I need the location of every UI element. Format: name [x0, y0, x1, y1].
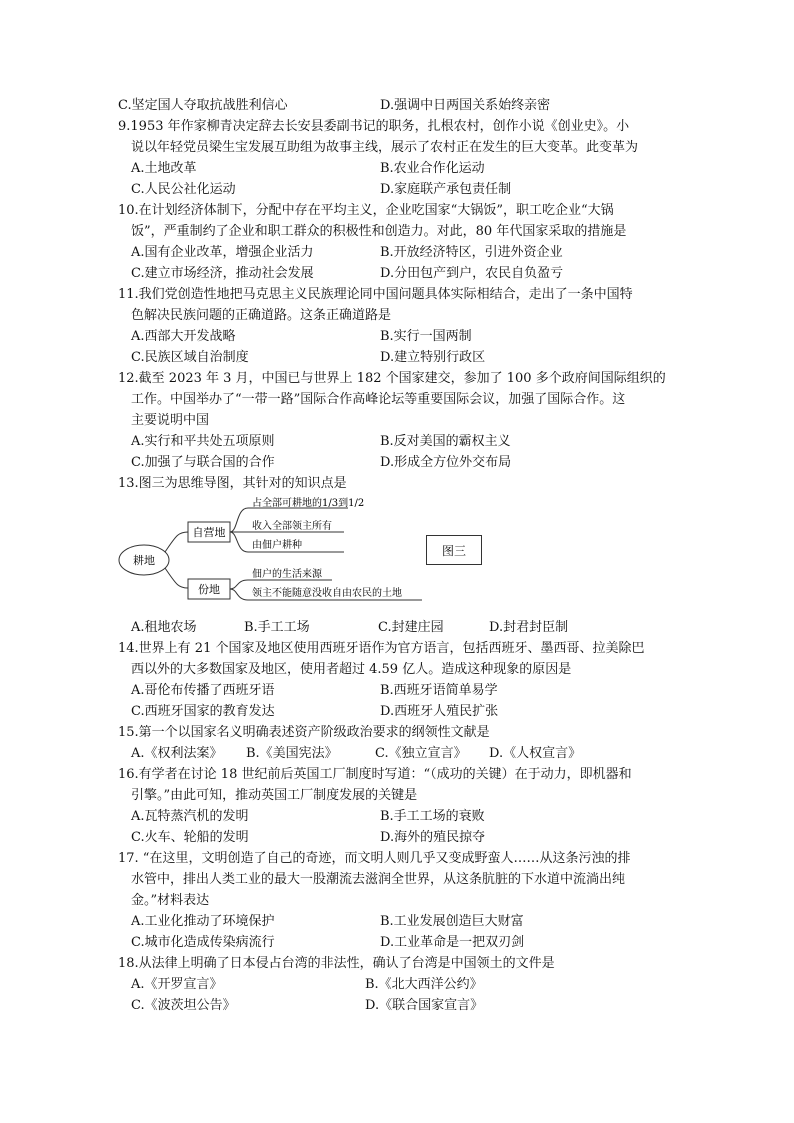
q17-stem-line2: 水管中，排出人类工业的最大一股潮流去滋润全世界，从这条肮脏的下水道中流淌出纯	[131, 872, 626, 887]
q14-stem-line1: 14.世界上有 21 个国家及地区使用西班牙语作为官方语言，包括西班牙、墨西哥、拉美除巴	[118, 641, 645, 656]
q16-option-c: C.火车、轮船的发明	[131, 830, 249, 845]
q8-option-d: D.强调中日两国关系始终亲密	[380, 98, 551, 113]
connector-lower	[165, 568, 188, 588]
q9-stem-line1: 9.1953 年作家柳青决定辞去长安县委副书记的职务，扎根农村，创作小说《创业史》。小	[118, 119, 630, 134]
q16-stem-line1: 16.有学者在讨论 18 世纪前后英国工厂制度时写道：“（成功的关键）在于动力，即机器和	[118, 767, 632, 782]
q15-option-c: C.《独立宣言》	[375, 746, 467, 761]
branch-lower-label: 份地	[198, 583, 220, 596]
q11-option-b: B.实行一国两制	[380, 329, 472, 344]
q18-option-d: D.《联合国家宣言》	[365, 998, 484, 1013]
q17-stem-line3: 金。”材料表达	[131, 893, 210, 908]
q12-option-b: B.反对美国的霸权主义	[380, 434, 511, 449]
q11-stem-line1: 11.我们党创造性地把马克思主义民族理论同中国问题具体实际相结合，走出了一条中国特	[118, 287, 633, 302]
q11-option-a: A.西部大开发战略	[131, 329, 236, 344]
q14-option-a: A.哥伦布传播了西班牙语	[131, 683, 275, 698]
figure-label: 图三	[426, 535, 482, 565]
q15-option-d: D.《人权宣言》	[489, 746, 582, 761]
q15-option-a: A.《权利法案》	[131, 746, 223, 761]
q9-stem-line2: 说以年轻党员梁生宝发展互助组为故事主线，展示了农村正在发生的巨大变革。此变革为	[131, 140, 639, 155]
q9-option-a: A.土地改革	[131, 161, 197, 176]
q17-option-d: D.工业革命是一把双刃剑	[380, 935, 525, 950]
q10-option-d: D.分田包产到户，农民自负盈亏	[380, 266, 564, 281]
q12-stem-line1: 12.截至 2023 年 3 月，中国已与世界上 182 个国家建交，参加了 100 多个政府间国际组织的	[118, 371, 666, 386]
connector-upper	[165, 532, 188, 552]
q16-option-b: B.手工工场的衰败	[380, 809, 485, 824]
q12-option-a: A.实行和平共处五项原则	[131, 434, 275, 449]
q17-option-b: B.工业发展创造巨大财富	[380, 914, 524, 929]
q13-option-c: C.封建庄园	[378, 620, 444, 635]
leaf-text-upper-2: 收入全部领主所有	[252, 521, 332, 532]
q12-option-d: D.形成全方位外交布局	[380, 455, 512, 470]
q14-stem-line2: 西以外的大多数国家及地区，使用者超过 4.59 亿人。造成这种现象的原因是	[131, 662, 572, 677]
q17-option-a: A.工业化推动了环境保护	[131, 914, 275, 929]
q16-stem-line2: 引擎。”由此可知，推动英国工厂制度发展的关键是	[131, 788, 418, 803]
leaf-text-upper-3: 由佃户耕种	[252, 540, 302, 551]
q18-option-a: A.《开罗宣言》	[131, 977, 223, 992]
leaf-text-lower-2: 领主不能随意没收自由农民的土地	[252, 588, 402, 599]
q10-option-a: A.国有企业改革，增强企业活力	[131, 245, 314, 260]
q17-stem-line1: 17. “在这里，文明创造了自己的奇迹，而文明人则几乎又变成野蛮人……从这条污浊的排	[118, 851, 631, 866]
leaf-text-upper-1: 占全部可耕地的1/3到1/2	[252, 498, 365, 509]
root-label: 耕地	[133, 554, 155, 567]
q9-option-d: D.家庭联产承包责任制	[380, 182, 512, 197]
q9-option-b: B.农业合作化运动	[380, 161, 485, 176]
q11-option-c: C.民族区域自治制度	[131, 350, 249, 365]
q13-option-a: A.租地农场	[131, 620, 197, 635]
q13-option-d: D.封君封臣制	[489, 620, 569, 635]
q10-stem-line1: 10.在计划经济体制下，分配中存在平均主义，企业吃国家“大锅饭”，职工吃企业“大锅	[118, 203, 614, 218]
q8-option-c: C.坚定国人夺取抗战胜利信心	[118, 98, 288, 113]
q14-option-b: B.西班牙语简单易学	[380, 683, 498, 698]
leaf-text-lower-1: 佃户的生活来源	[252, 569, 322, 580]
q14-option-d: D.西班牙人殖民扩张	[380, 704, 499, 719]
q9-option-c: C.人民公社化运动	[131, 182, 236, 197]
q11-option-d: D.建立特别行政区	[380, 350, 486, 365]
q10-option-c: C.建立市场经济，推动社会发展	[131, 266, 314, 281]
q13-stem-line1: 13.图三为思维导图，其针对的知识点是	[118, 476, 347, 491]
q12-option-c: C.加强了与联合国的合作	[131, 455, 275, 470]
q13-option-b: B.手工工场	[244, 620, 310, 635]
q18-option-b: B.《北大西洋公约》	[365, 977, 483, 992]
q11-stem-line2: 色解决民族问题的正确道路。这条正确道路是	[131, 308, 392, 323]
q12-stem-line2: 工作。中国举办了“一带一路”国际合作高峰论坛等重要国际会议，加强了国际合作。这	[131, 392, 626, 407]
q12-stem-line3: 主要说明中国	[131, 413, 210, 428]
q16-option-a: A.瓦特蒸汽机的发明	[131, 809, 249, 824]
branch-upper-label: 自营地	[192, 526, 226, 539]
q15-stem-line1: 15.第一个以国家名义明确表述资产阶级政治要求的纲领性文献是	[118, 725, 490, 740]
q18-stem-line1: 18.从法律上明确了日本侵占台湾的非法性，确认了台湾是中国领土的文件是	[118, 956, 555, 971]
q14-option-c: C.西班牙国家的教育发达	[131, 704, 275, 719]
q17-option-c: C.城市化造成传染病流行	[131, 935, 275, 950]
q10-stem-line2: 饭”，严重制约了企业和职工群众的积极性和创造力。对此，80 年代国家采取的措施是	[131, 224, 627, 239]
q10-option-b: B.开放经济特区，引进外资企业	[380, 245, 563, 260]
q15-option-b: B.《美国宪法》	[246, 746, 338, 761]
q18-option-c: C.《波茨坦公告》	[131, 998, 236, 1013]
q16-option-d: D.海外的殖民掠夺	[380, 830, 486, 845]
